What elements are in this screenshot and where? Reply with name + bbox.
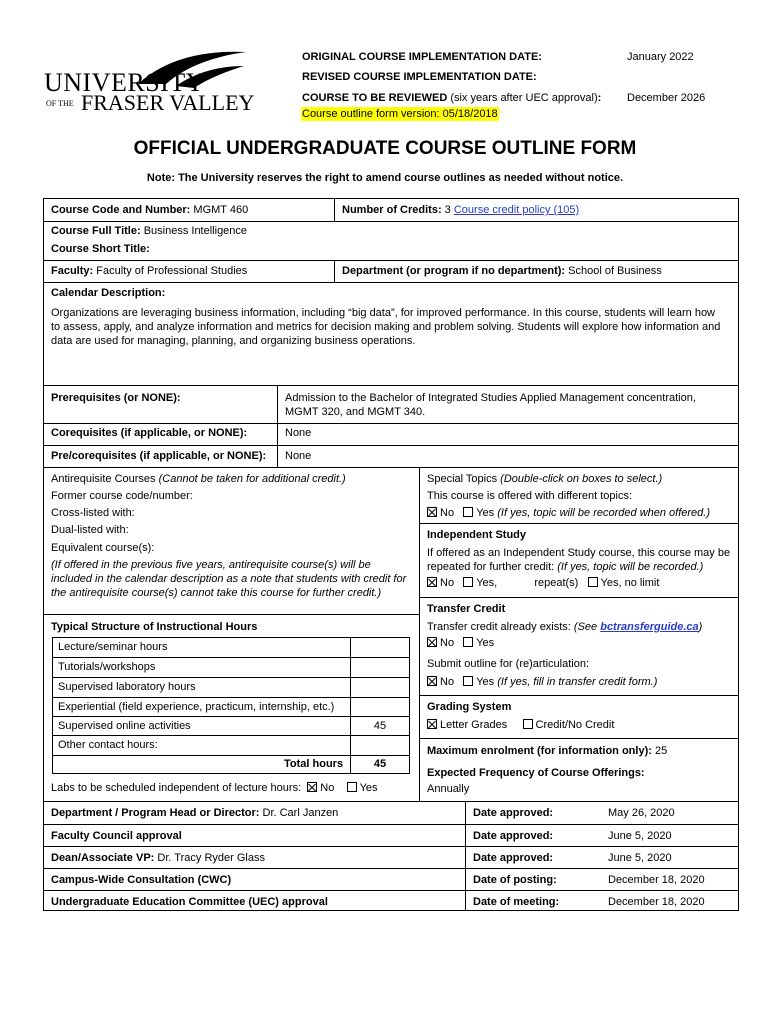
precoreq-label: Pre/corequisites (if applicable, or NONE): [51, 450, 267, 462]
antireq-label: Antirequisite Courses (Cannot be taken for additional credit.) [51, 473, 346, 485]
course-code-value: MGMT 460 [190, 204, 249, 216]
approval-date-value: June 5, 2020 [608, 830, 672, 842]
coreq-value: None [285, 427, 312, 439]
approval-date-label: Date of meeting: [473, 896, 560, 908]
credits-value: 3 [441, 204, 454, 216]
faculty: Faculty: Faculty of Professional Studies [51, 265, 248, 277]
hours-row-label: Tutorials/workshops [58, 661, 156, 673]
special-topics-question: This course is offered with different topics: [427, 490, 633, 502]
dual-listed: Dual-listed with: [51, 524, 129, 536]
prereq-value: Admission to the Bachelor of Integrated Studies Applied Management concentration, MGMT 320, and MGMT 340. [285, 392, 696, 418]
approval-date-label: Date approved: [473, 807, 554, 819]
special-topics-yes-checkbox[interactable] [463, 507, 473, 517]
labs-yes-checkbox[interactable] [347, 782, 357, 792]
approval-date-label: Date of posting: [473, 874, 557, 886]
logo-of-the: OF THE [46, 99, 74, 108]
coreq-label: Corequisites (if applicable, or NONE): [51, 427, 248, 439]
approval-label: Campus-Wide Consultation (CWC) [51, 874, 232, 886]
submit-rearticulation: Submit outline for (re)articulation: [427, 658, 590, 670]
orig-impl-value: January 2022 [627, 51, 694, 63]
approval-label: Faculty Council approval [51, 830, 182, 842]
transfer-exists: Transfer credit already exists: (See bctransferguide.ca) [427, 621, 703, 633]
labs-no-checkbox[interactable] [307, 782, 317, 792]
revised-impl-label: REVISED COURSE IMPLEMENTATION DATE: [302, 71, 537, 83]
approval-label: Dean/Associate VP: Dr. Tracy Ryder Glass [51, 852, 265, 864]
form-title: OFFICIAL UNDERGRADUATE COURSE OUTLINE FORM [133, 138, 637, 159]
precoreq-value: None [285, 450, 312, 462]
frequency-label: Expected Frequency of Course Offerings: [427, 767, 645, 779]
hours-row-label: Supervised online activities [58, 720, 191, 732]
prereq-label: Prerequisites (or NONE): [51, 392, 181, 404]
department: Department (or program if no department): School of Business [342, 265, 662, 277]
review-label: COURSE TO BE REVIEWED [302, 92, 448, 104]
form-version: Course outline form version: 05/18/2018 [302, 108, 498, 120]
independent-study-label: Independent Study [427, 529, 526, 541]
disclaimer-note: Note: The University reserves the right to amend course outlines as needed without notice. [146, 172, 624, 184]
short-title-label: Course Short Title: [51, 243, 150, 255]
independent-nolimit-checkbox[interactable] [588, 577, 598, 587]
approval-date-value: May 26, 2020 [608, 807, 675, 819]
antireq-note: (If offered in the previous five years, antirequisite course(s) will be included in the calendar description as a note that students with credit for the antirequisite course(s) cannot take this course for further credit.) [51, 559, 407, 599]
hours-row-label: Supervised laboratory hours [58, 681, 196, 693]
hours-row-value[interactable]: 45 [373, 720, 387, 732]
total-hours-value: 45 [373, 758, 387, 770]
grading-options: Letter Grades Credit/No Credit [427, 718, 614, 732]
independent-yes-checkbox[interactable] [463, 577, 473, 587]
letter-grades-checkbox[interactable] [427, 719, 437, 729]
grading-label: Grading System [427, 701, 512, 713]
submit-no-checkbox[interactable] [427, 676, 437, 686]
hours-row-label: Experiential (field experience, practicum, internship, etc.) [58, 701, 335, 713]
total-hours-label: Total hours [284, 758, 344, 770]
orig-impl-label: ORIGINAL COURSE IMPLEMENTATION DATE: [302, 51, 542, 63]
hours-row-label: Other contact hours: [58, 739, 158, 751]
approval-date-label: Date approved: [473, 830, 554, 842]
review-value: December 2026 [627, 92, 706, 104]
max-enrolment: Maximum enrolment (for information only): 25 [427, 745, 668, 757]
equivalent-courses: Equivalent course(s): [51, 542, 155, 554]
frequency-value: Annually [427, 783, 470, 795]
max-enrolment-value: 25 [651, 745, 668, 757]
independent-study-options: No Yes, repeat(s) Yes, no limit [427, 576, 659, 590]
independent-no-checkbox[interactable] [427, 577, 437, 587]
logo-university: UNIVERSITY [44, 68, 205, 97]
former-code: Former course code/number: [51, 490, 193, 502]
full-title: Course Full Title: Business Intelligence [51, 225, 248, 237]
credits: Number of Credits: 3 Course credit policy (105) [342, 204, 580, 216]
review-line [302, 91, 601, 105]
labs-line: Labs to be scheduled independent of lecture hours: No Yes [51, 782, 378, 794]
university-logo [44, 48, 255, 120]
credit-nocredit-checkbox[interactable] [523, 719, 533, 729]
approval-date-value: December 18, 2020 [608, 896, 705, 908]
transfer-exists-no-checkbox[interactable] [427, 637, 437, 647]
transfer-exists-options: No Yes [427, 636, 494, 650]
special-topics-no-checkbox[interactable] [427, 507, 437, 517]
course-code: Course Code and Number: MGMT 460 [51, 204, 249, 216]
calendar-description: Organizations are leveraging business information, including “big data”, for improved performance. In this course, students will learn how to assess, apply, and analyze information and metrics for decision making and problem solving. Students will explore how information and data are used for managing, planning, and organizing business operations. [51, 307, 721, 347]
logo-fraser-valley: FRASER VALLEY [81, 90, 255, 115]
review-note: (six years after UEC approval) [447, 92, 598, 104]
approval-date-label: Date approved: [473, 852, 554, 864]
faculty-value: Faculty of Professional Studies [93, 265, 248, 277]
hours-title: Typical Structure of Instructional Hours [51, 621, 258, 633]
special-topics-options: No Yes (If yes, topic will be recorded when offered.) [427, 506, 710, 520]
approval-date-value: December 18, 2020 [608, 874, 705, 886]
submit-options: No Yes (If yes, fill in transfer credit form.) [427, 675, 657, 689]
department-value: School of Business [565, 265, 662, 277]
cross-listed: Cross-listed with: [51, 507, 135, 519]
transfer-exists-yes-checkbox[interactable] [463, 637, 473, 647]
bctransferguide-link[interactable]: bctransferguide.ca [600, 621, 699, 633]
approval-label: Department / Program Head or Director: Dr. Carl Janzen [51, 807, 339, 819]
calendar-label: Calendar Description: [51, 287, 166, 299]
credit-policy-link[interactable]: Course credit policy (105) [453, 204, 580, 216]
transfer-credit-label: Transfer Credit [427, 603, 506, 615]
approval-label: Undergraduate Education Committee (UEC) approval [51, 896, 328, 908]
submit-yes-checkbox[interactable] [463, 676, 473, 686]
special-topics-label: Special Topics (Double-click on boxes to select.) [427, 473, 663, 485]
full-title-value: Business Intelligence [140, 225, 248, 237]
review-colon: : [597, 92, 602, 104]
independent-study-text: If offered as an Independent Study course, this course may be repeated for further credit: (If yes, topic will be recorded.) [427, 547, 731, 573]
hours-row-label: Lecture/seminar hours [58, 641, 168, 653]
approval-date-value: June 5, 2020 [608, 852, 672, 864]
